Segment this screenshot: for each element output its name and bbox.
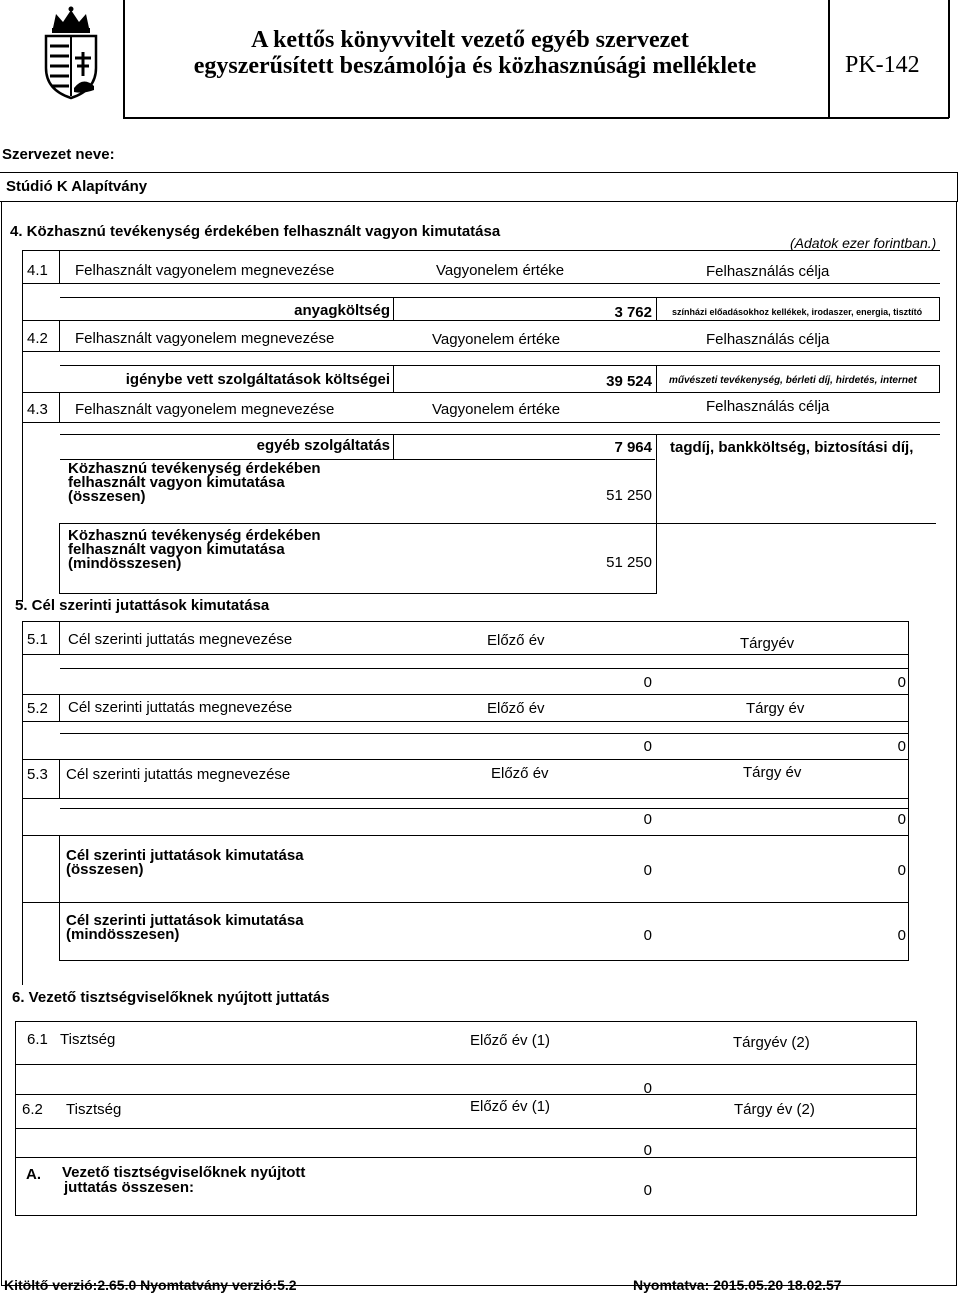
divider [828, 0, 830, 118]
divider [59, 250, 60, 284]
grand-total-label-line3: (mindösszesen) [68, 555, 182, 572]
row-number: 5.2 [27, 700, 48, 717]
divider [22, 759, 908, 760]
divider [60, 593, 657, 594]
divider [22, 351, 940, 352]
asset-name: anyagköltség [294, 302, 390, 319]
divider [15, 1064, 917, 1065]
document-title-line1: A kettős könyvvitelt vezető egyéb szervezet [251, 27, 689, 53]
divider [908, 621, 909, 961]
column-header-name: Cél szerinti jutattás megnevezése [66, 766, 291, 783]
column-header-value: Vagyonelem értéke [432, 331, 561, 348]
asset-purpose: tagdíj, bankköltség, biztosítási díj, [670, 439, 914, 456]
divider [59, 621, 60, 655]
org-name: Stúdió K Alapítvány [6, 178, 148, 195]
column-header-name: Felhasznált vagyonelem megnevezése [75, 262, 335, 279]
divider [15, 1021, 917, 1022]
total-label-line2: juttatás összesen: [64, 1179, 195, 1196]
divider [15, 1128, 917, 1129]
divider [59, 835, 60, 961]
row-number: 5.1 [27, 631, 48, 648]
divider [59, 392, 60, 423]
divider [60, 434, 940, 435]
divider [60, 960, 909, 961]
column-header-name: Cél szerinti juttatás megnevezése [68, 699, 293, 716]
divider [60, 523, 936, 524]
prev-value: 0 [643, 1142, 652, 1159]
column-header-curr: Tárgy év [746, 700, 805, 717]
grand-total-label-line2: felhasznált vagyon kimutatása [68, 541, 285, 558]
column-header-curr: Tárgyév [740, 635, 795, 652]
row-number: 4.2 [27, 330, 48, 347]
asset-name: igénybe vett szolgáltatások költségei [125, 371, 390, 388]
divider [0, 201, 958, 202]
divider [59, 694, 60, 722]
column-header-name: Tisztség [60, 1031, 116, 1048]
grand-total-value: 51 250 [606, 554, 652, 571]
asset-value: 3 762 [614, 304, 652, 321]
divider [916, 1021, 917, 1216]
column-header-name: Felhasznált vagyonelem megnevezése [75, 330, 335, 347]
column-header-purpose: Felhasználás célja [706, 263, 830, 280]
divider [22, 798, 908, 799]
column-header-name: Cél szerinti juttatás megnevezése [68, 631, 293, 648]
divider [393, 434, 394, 460]
column-header-curr: Tárgy év [743, 764, 802, 781]
prev-value: 0 [643, 811, 652, 828]
column-header-curr: Tárgyév (2) [733, 1034, 810, 1051]
divider [60, 733, 908, 734]
asset-value: 7 964 [614, 439, 652, 456]
divider [22, 694, 908, 695]
divider [22, 835, 908, 836]
unit-note: (Adatok ezer forintban.) [790, 235, 937, 251]
row-number: 5.3 [27, 766, 48, 783]
divider [656, 297, 657, 321]
divider [59, 523, 60, 594]
total-label-line1: Cél szerinti juttatások kimutatása [66, 847, 304, 864]
divider [22, 250, 940, 251]
divider [939, 297, 940, 321]
total-curr: 0 [897, 862, 906, 879]
row-number: 6.1 [27, 1031, 48, 1048]
divider [22, 721, 908, 722]
divider [948, 0, 950, 118]
form-code: PK-142 [845, 52, 920, 78]
document-title-line2: egyszerűsített beszámolója és közhasznúsági melléklete [193, 53, 757, 79]
divider [22, 283, 940, 284]
divider [957, 172, 958, 202]
section4-title: 4. Közhasznú tevékenység érdekében felhasznált vagyon kimutatása [10, 223, 501, 240]
org-label: Szervezet neve: [2, 146, 115, 163]
curr-value: 0 [897, 738, 906, 755]
divider [22, 320, 940, 321]
divider [0, 172, 958, 173]
row-number: 4.3 [27, 401, 48, 418]
divider [656, 434, 657, 524]
row-number: 6.2 [22, 1101, 43, 1118]
total-prev: 0 [643, 1182, 652, 1199]
total-value: 51 250 [606, 487, 652, 504]
total-prev: 0 [643, 862, 652, 879]
divider [1, 201, 2, 1286]
column-header-prev: Előző év [491, 765, 549, 782]
footer-printed: Nyomtatva: 2015.05.20 18.02.57 [633, 1277, 842, 1293]
divider [22, 654, 908, 655]
divider [123, 0, 125, 118]
column-header-name: Tisztség [66, 1101, 122, 1118]
column-header-prev: Előző év [487, 632, 545, 649]
curr-value: 0 [897, 811, 906, 828]
grand-total-curr: 0 [897, 927, 906, 944]
grand-total-label-line1: Cél szerinti juttatások kimutatása [66, 912, 304, 929]
section5-title: 5. Cél szerinti jutattások kimutatása [15, 597, 270, 614]
row-number: 4.1 [27, 262, 48, 279]
divider [22, 621, 908, 622]
total-label-line1: Vezető tisztségviselőknek nyújtott [62, 1164, 306, 1181]
total-label-line2: felhasznált vagyon kimutatása [68, 474, 285, 491]
divider [956, 201, 957, 1286]
column-header-purpose: Felhasználás célja [706, 398, 830, 415]
divider [22, 250, 23, 602]
divider [22, 422, 940, 423]
total-label-line3: (összesen) [68, 488, 146, 505]
column-header-curr: Tárgy év (2) [734, 1101, 815, 1118]
prev-value: 0 [643, 738, 652, 755]
column-header-prev: Előző év (1) [470, 1098, 551, 1115]
prev-value: 0 [643, 674, 652, 691]
divider [15, 1021, 16, 1216]
divider [939, 365, 940, 393]
divider [22, 621, 23, 985]
divider [15, 1157, 917, 1158]
divider [59, 759, 60, 799]
asset-purpose: művészeti tevékenység, bérleti díj, hirdetés, internet [669, 375, 917, 386]
divider [15, 1215, 917, 1216]
divider [22, 902, 908, 903]
divider [59, 320, 60, 352]
divider [60, 808, 908, 809]
grand-total-prev: 0 [643, 927, 652, 944]
total-label-line2: (összesen) [66, 861, 144, 878]
divider [22, 392, 940, 393]
total-label-line1: Közhasznú tevékenység érdekében [68, 460, 321, 477]
divider [15, 1094, 917, 1095]
grand-total-label-line2: (mindösszesen) [66, 926, 180, 943]
coat-of-arms-logo [38, 6, 104, 100]
asset-value: 39 524 [606, 373, 652, 390]
curr-value: 0 [897, 674, 906, 691]
total-number: A. [26, 1166, 41, 1183]
column-header-prev: Előző év (1) [470, 1032, 551, 1049]
divider [123, 117, 949, 119]
section6-title: 6. Vezető tisztségviselőknek nyújtott juttatás [12, 989, 330, 1006]
column-header-prev: Előző év [487, 700, 545, 717]
divider [393, 365, 394, 393]
asset-name: egyéb szolgáltatás [256, 437, 390, 454]
divider [393, 297, 394, 321]
column-header-purpose: Felhasználás célja [706, 331, 830, 348]
divider [60, 297, 940, 298]
column-header-value: Vagyonelem értéke [432, 401, 561, 418]
asset-purpose: színházi előadásokhoz kellékek, irodaszer, energia, tisztító [672, 307, 923, 317]
footer-version: Kitöltő verzió:2.65.0 Nyomtatvány verzió:5.2 [4, 1277, 297, 1293]
column-header-value: Vagyonelem értéke [436, 262, 565, 279]
divider [60, 668, 908, 669]
grand-total-label-line1: Közhasznú tevékenység érdekében [68, 527, 321, 544]
divider [656, 523, 657, 594]
prev-value: 0 [643, 1080, 652, 1097]
divider [60, 365, 940, 366]
divider [656, 365, 657, 393]
column-header-name: Felhasznált vagyonelem megnevezése [75, 401, 335, 418]
